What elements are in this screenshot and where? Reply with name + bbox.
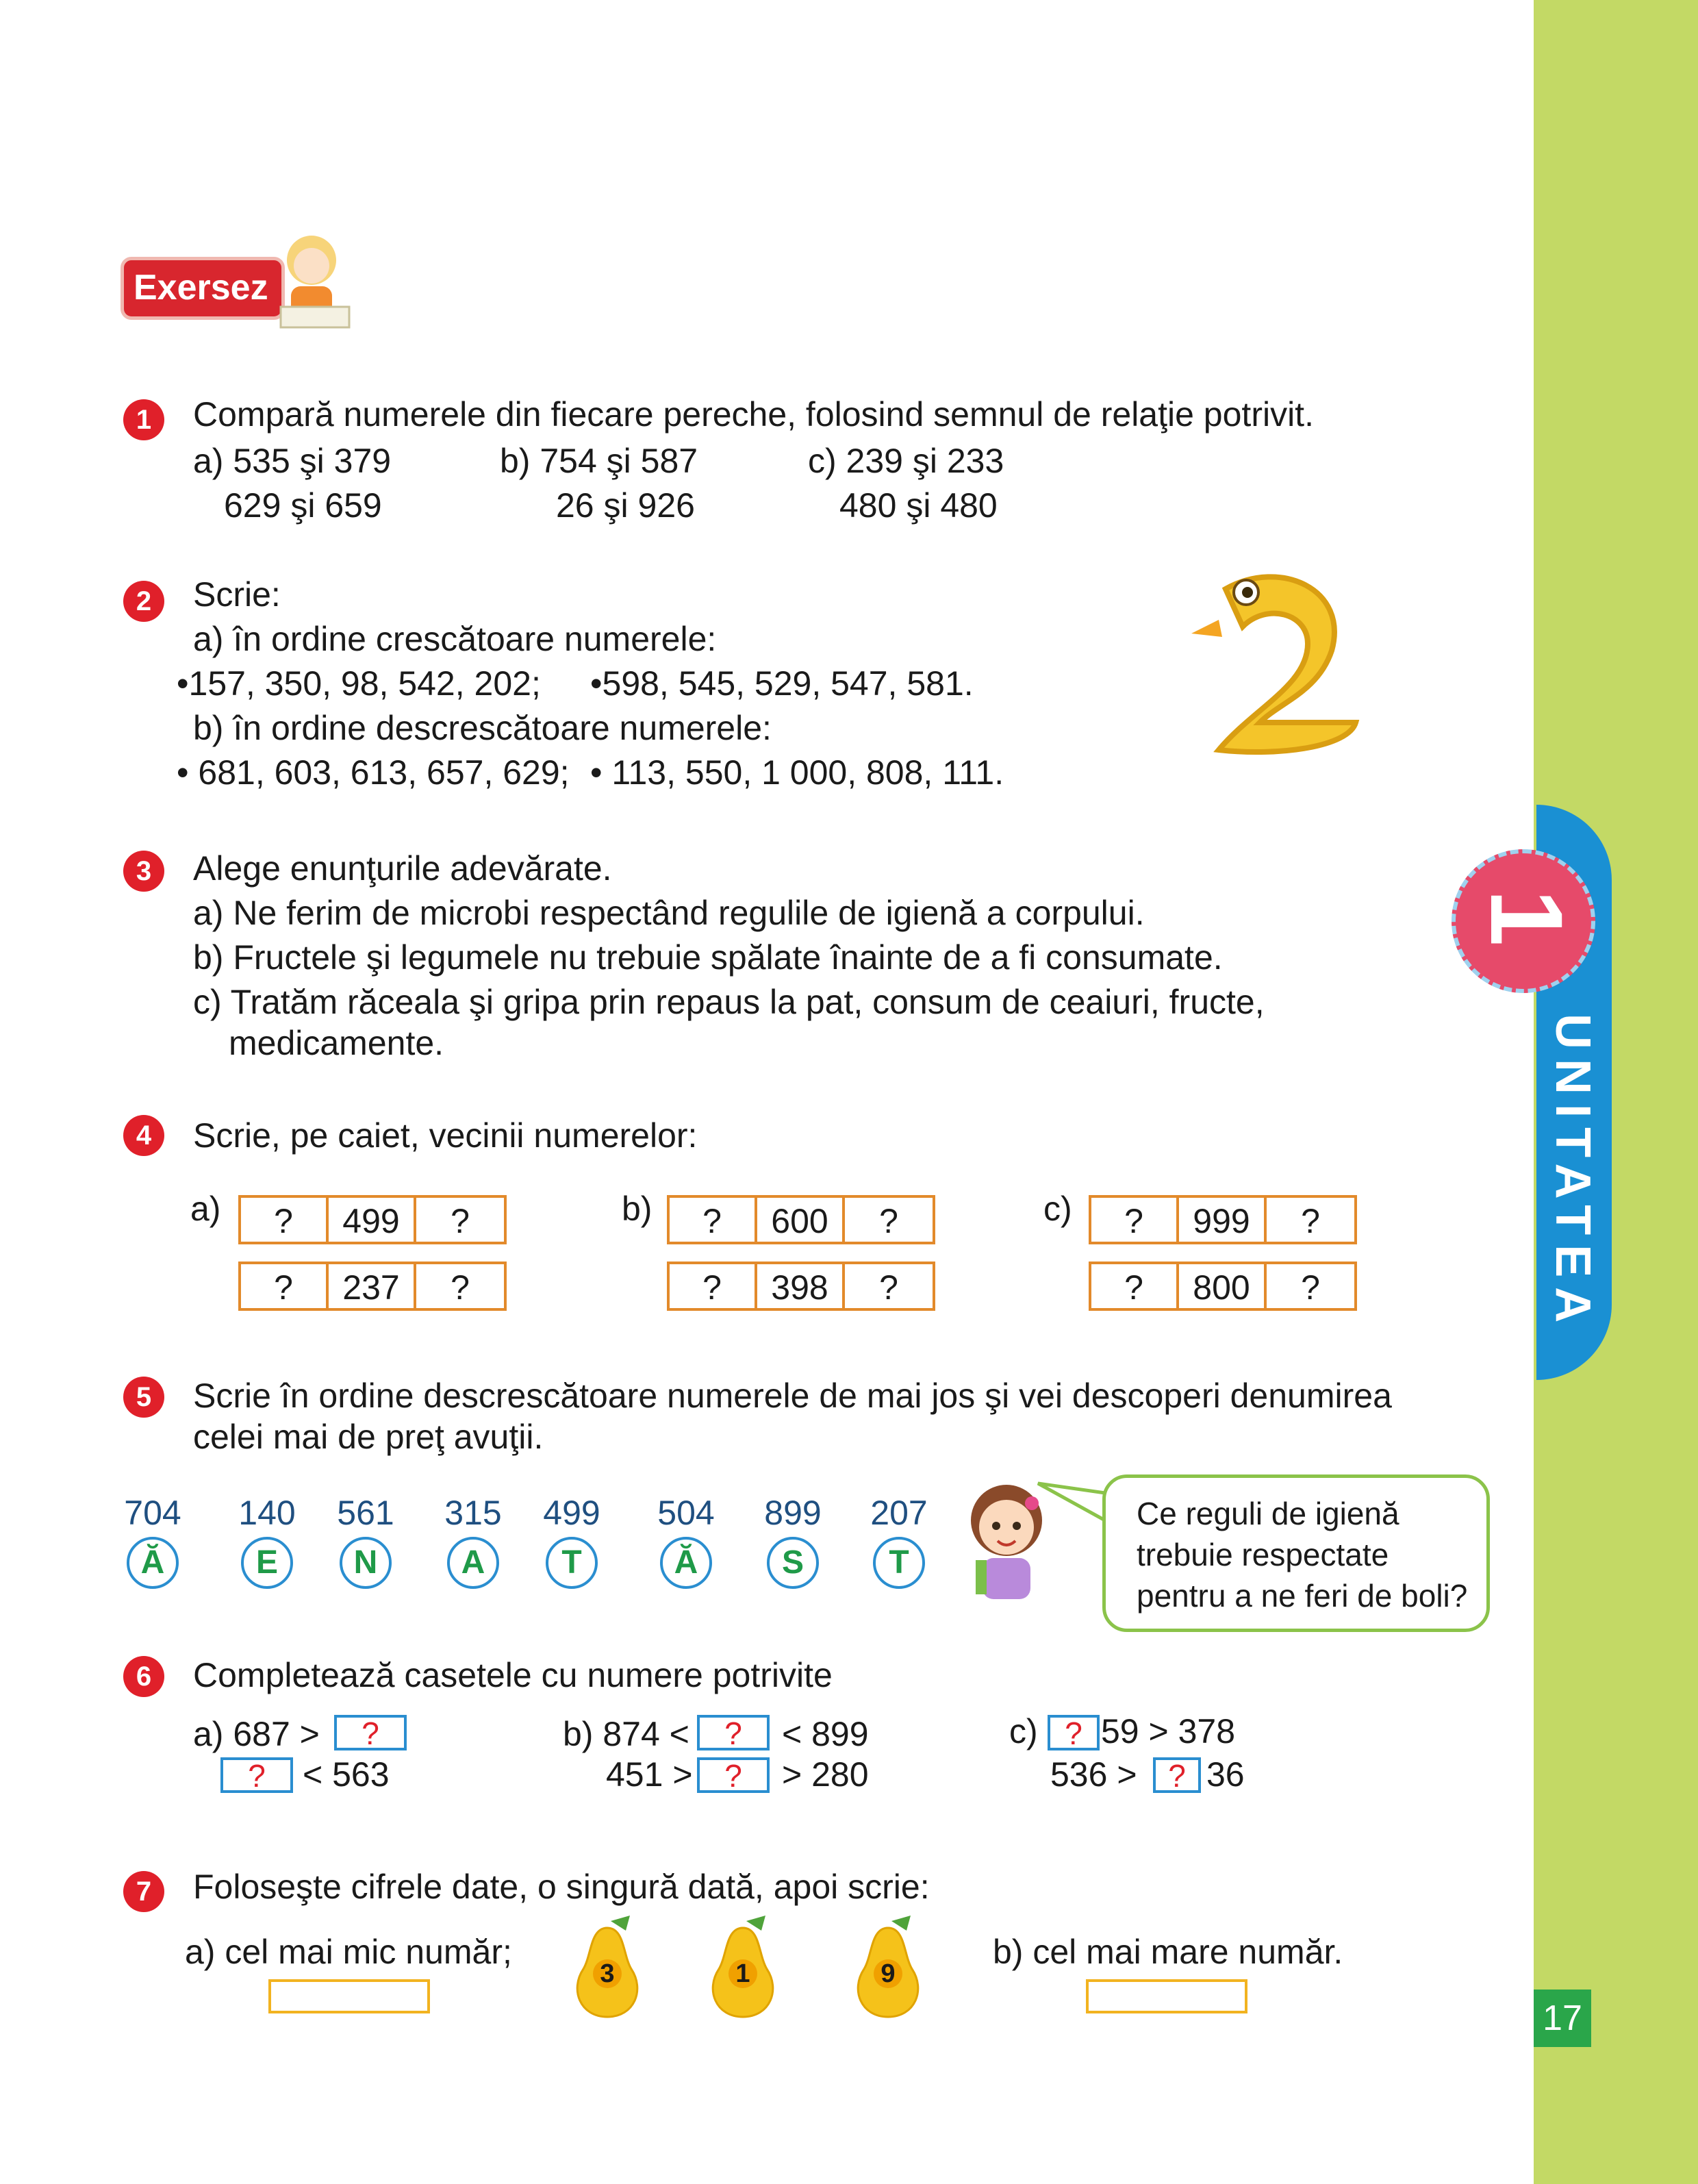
neighbors-row: [667, 1262, 935, 1311]
exercise-6-c2-right: 36: [1206, 1755, 1245, 1794]
code-number: 315: [444, 1494, 502, 1532]
neighbors-row: [667, 1195, 935, 1244]
number-cell: 999: [1179, 1198, 1267, 1242]
neighbor-cell[interactable]: ?: [451, 1268, 470, 1307]
neighbor-cell[interactable]: ?: [879, 1202, 898, 1240]
neighbor-cell[interactable]: ?: [670, 1264, 757, 1308]
number-cell: 398: [757, 1264, 845, 1308]
exercise-6-b1-right: < 899: [782, 1715, 869, 1753]
code-number: 207: [870, 1494, 928, 1532]
neighbor-cell[interactable]: ?: [241, 1198, 329, 1242]
neighbor-cell[interactable]: ?: [1091, 1198, 1179, 1242]
neighbors-row: [1089, 1262, 1357, 1311]
exersez-label: Exersez: [134, 268, 268, 307]
exercise-3-c-line2: medicamente.: [229, 1024, 444, 1062]
code-number: 504: [657, 1494, 715, 1532]
code-number: 899: [764, 1494, 822, 1532]
exercise-3-c-line1: c) Tratăm răceala şi gripa prin repaus la pat, consum de ceaiuri, fructe,: [193, 983, 1265, 1021]
answer-box[interactable]: ?: [697, 1757, 770, 1793]
number-cell: 237: [329, 1264, 416, 1308]
exercise-1-b-line2: 26 şi 926: [556, 486, 695, 525]
neighbor-cell[interactable]: ?: [879, 1268, 898, 1307]
largest-number-box[interactable]: [1086, 1979, 1247, 2013]
answer-box[interactable]: ?: [220, 1757, 293, 1793]
pear-digit: 3: [593, 1959, 622, 1988]
exercise-6-b2-right: > 280: [782, 1755, 869, 1794]
exercise-1-a-line1: a) 535 şi 379: [193, 442, 392, 480]
exercise-2-a-title: a) în ordine crescătoare numerele:: [193, 620, 717, 658]
exercise-6-a1-left: a) 687 >: [193, 1715, 320, 1753]
answer-box[interactable]: ?: [334, 1715, 407, 1750]
code-letter: E: [241, 1537, 293, 1589]
exercise-1-c-line1: c) 239 şi 233: [808, 442, 1004, 480]
exercise-5-prompt-line1: Scrie în ordine descrescătoare numerele de mai jos şi vei descoperi denumirea: [193, 1377, 1392, 1415]
exercise-1-c-line2: 480 şi 480: [839, 486, 998, 525]
exercise-7-a: a) cel mai mic număr;: [185, 1933, 512, 1971]
exercise-2-prompt: Scrie:: [193, 575, 281, 614]
smallest-number-box[interactable]: [268, 1979, 430, 2013]
code-letter: A: [447, 1537, 499, 1589]
exercise-1-a-line2: 629 şi 659: [224, 486, 382, 525]
swan-two-illustration: [1178, 562, 1383, 767]
exercise-7-badge: 7: [123, 1871, 164, 1912]
exercise-6-a2-right: < 563: [303, 1755, 390, 1794]
bubble-line: pentru a ne feri de boli?: [1137, 1578, 1468, 1614]
code-letter: T: [546, 1537, 598, 1589]
exercise-5-badge: 5: [123, 1377, 164, 1418]
bubble-line: trebuie respectate: [1137, 1537, 1389, 1572]
neighbor-cell[interactable]: ?: [241, 1264, 329, 1308]
exercise-3-prompt: Alege enunţurile adevărate.: [193, 849, 612, 888]
pear-digit: 1: [728, 1959, 757, 1988]
pear-digit-9: [844, 1914, 933, 2024]
code-letter: Ă: [660, 1537, 712, 1589]
neighbors-row: [238, 1262, 507, 1311]
number-cell: 800: [1179, 1264, 1267, 1308]
exercise-2-a-list2: •598, 545, 529, 547, 581.: [590, 664, 974, 703]
exercise-3-b: b) Fructele şi legumele nu trebuie spălate înainte de a fi consumate.: [193, 938, 1223, 977]
pear-digit-3: [563, 1914, 652, 2024]
exercise-1-b-line1: b) 754 şi 587: [500, 442, 698, 480]
code-number: 140: [238, 1494, 296, 1532]
exercise-6-c2-left: 536 >: [1050, 1755, 1137, 1794]
exercise-5-prompt-line2: celei mai de preţ avuţii.: [193, 1418, 544, 1456]
neighbor-cell[interactable]: ?: [451, 1202, 470, 1240]
exercise-4-badge: 4: [123, 1115, 164, 1156]
exercise-4-label-b: b): [622, 1190, 652, 1228]
exercise-1-prompt: Compară numerele din fiecare pereche, folosind semnul de relaţie potrivit.: [193, 395, 1314, 434]
child-reading-illustration: [267, 226, 356, 336]
neighbors-row: [238, 1195, 507, 1244]
neighbor-cell[interactable]: ?: [1301, 1202, 1320, 1240]
unit-label: [1545, 1014, 1601, 1068]
page-number: 17: [1534, 1990, 1591, 2047]
exercise-4-prompt: Scrie, pe caiet, vecinii numerelor:: [193, 1116, 698, 1155]
exercise-4-label-a: a): [190, 1190, 221, 1228]
code-letter: N: [340, 1537, 392, 1589]
number-cell: 499: [329, 1198, 416, 1242]
exercise-7-b: b) cel mai mare număr.: [993, 1933, 1343, 1971]
exercise-2-b-list2: • 113, 550, 1 000, 808, 111.: [590, 753, 1004, 792]
neighbor-cell[interactable]: ?: [1091, 1264, 1179, 1308]
exersez-banner: [121, 257, 285, 320]
code-letter: Ă: [127, 1537, 179, 1589]
speech-bubble-tail: [1034, 1479, 1109, 1534]
number-cell: 600: [757, 1198, 845, 1242]
neighbors-row: [1089, 1195, 1357, 1244]
code-number: 499: [543, 1494, 600, 1532]
exercise-7-prompt: Foloseşte cifrele date, o singură dată, apoi scrie:: [193, 1868, 930, 1906]
code-letter: T: [873, 1537, 925, 1589]
code-letter: S: [767, 1537, 819, 1589]
exercise-4-label-c: c): [1043, 1190, 1072, 1228]
exercise-6-c1-left: c): [1009, 1712, 1038, 1750]
answer-box[interactable]: ?: [1048, 1715, 1100, 1750]
exercise-3-a: a) Ne ferim de microbi respectând regulile de igienă a corpului.: [193, 894, 1145, 932]
exercise-6-b2-left: 451 >: [606, 1755, 693, 1794]
pear-digit: 9: [874, 1959, 902, 1988]
neighbor-cell[interactable]: ?: [1301, 1268, 1320, 1307]
speech-bubble-text: [1137, 1493, 1467, 1616]
exercise-6-badge: 6: [123, 1656, 164, 1697]
exercise-3-badge: 3: [123, 851, 164, 892]
answer-box[interactable]: ?: [1153, 1757, 1201, 1793]
pear-digit-1: [698, 1914, 787, 2024]
exercise-6-b1-left: b) 874 <: [563, 1715, 689, 1753]
neighbor-cell[interactable]: ?: [670, 1198, 757, 1242]
exercise-2-a-list1: •157, 350, 98, 542, 202;: [177, 664, 541, 703]
exercise-2-badge: 2: [123, 581, 164, 622]
code-number: 704: [124, 1494, 181, 1532]
exercise-2-b-list1: • 681, 603, 613, 657, 629;: [177, 753, 570, 792]
exercise-6-c1-right: 59 > 378: [1101, 1712, 1236, 1750]
exercise-2-b-title: b) în ordine descrescătoare numerele:: [193, 709, 772, 747]
exercise-1-badge: 1: [123, 399, 164, 440]
unit-number: 1: [1469, 889, 1584, 946]
exercise-6-prompt: Completează casetele cu numere potrivite: [193, 1656, 833, 1694]
code-number: 561: [337, 1494, 394, 1532]
bubble-line: Ce reguli de igienă: [1137, 1496, 1399, 1531]
answer-box[interactable]: ?: [697, 1715, 770, 1750]
